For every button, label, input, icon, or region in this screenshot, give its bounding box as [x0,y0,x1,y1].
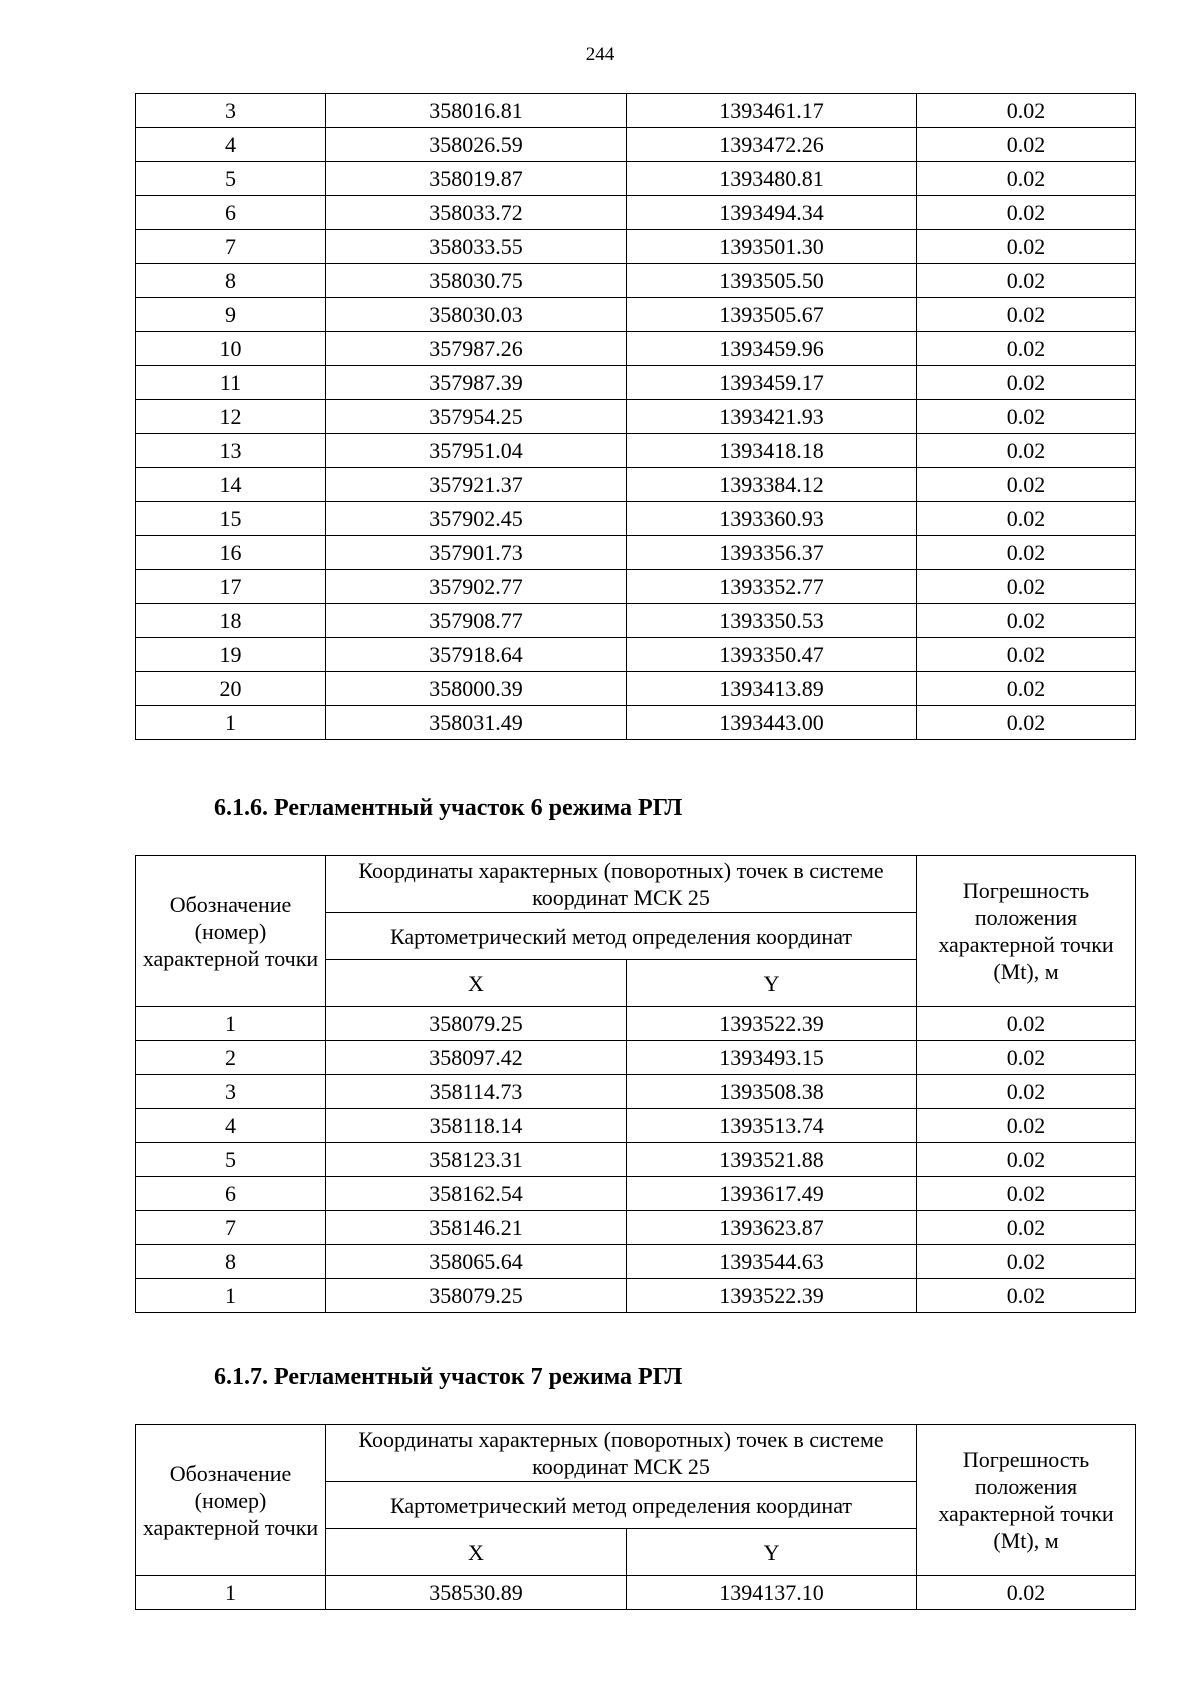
header-y-label: Y [627,1529,917,1576]
cell-x-coordinate: 358026.59 [326,128,627,162]
header-method-label: Картометрический метод определения координат [326,1482,917,1529]
table-row [136,94,1136,128]
cell-y-coordinate: 1393521.88 [627,1143,917,1177]
cell-y-coordinate: 1393413.89 [627,672,917,706]
cell-error-value: 0.02 [917,94,1136,128]
cell-x-coordinate: 358123.31 [326,1143,627,1177]
cell-x-coordinate: 358146.21 [326,1211,627,1245]
cell-y-coordinate: 1393617.49 [627,1177,917,1211]
cell-point-number: 19 [136,638,326,672]
cell-error-value: 0.02 [917,638,1136,672]
cell-point-number: 3 [136,94,326,128]
table-row [136,1245,1136,1279]
cell-x-coordinate: 358079.25 [326,1279,627,1313]
cell-point-number: 15 [136,502,326,536]
table2-body [136,1007,1136,1313]
cell-y-coordinate: 1393350.47 [627,638,917,672]
table-row [136,264,1136,298]
header-point-label: Обозначение (номер) характерной точки [136,1425,326,1576]
cell-y-coordinate: 1393418.18 [627,434,917,468]
cell-error-value: 0.02 [917,1041,1136,1075]
cell-y-coordinate: 1393443.00 [627,706,917,740]
cell-point-number: 5 [136,162,326,196]
cell-error-value: 0.02 [917,434,1136,468]
cell-x-coordinate: 357954.25 [326,400,627,434]
header-coords-label: Координаты характерных (поворотных) точек в системе координат МСК 25 [326,856,917,913]
cell-y-coordinate: 1393384.12 [627,468,917,502]
header-x-label: X [326,960,627,1007]
cell-error-value: 0.02 [917,1143,1136,1177]
cell-error-value: 0.02 [917,1007,1136,1041]
cell-y-coordinate: 1393459.96 [627,332,917,366]
table-row [136,468,1136,502]
cell-error-value: 0.02 [917,706,1136,740]
table-row [136,570,1136,604]
cell-point-number: 8 [136,1245,326,1279]
table-row [136,298,1136,332]
cell-x-coordinate: 358530.89 [326,1576,627,1610]
cell-point-number: 11 [136,366,326,400]
table-row [136,128,1136,162]
cell-error-value: 0.02 [917,468,1136,502]
header-y-label: Y [627,960,917,1007]
table3-body [136,1576,1136,1610]
table-row [136,604,1136,638]
coordinates-table-section-7 [135,1424,1136,1610]
cell-error-value: 0.02 [917,1576,1136,1610]
cell-point-number: 3 [136,1075,326,1109]
cell-point-number: 5 [136,1143,326,1177]
cell-point-number: 6 [136,196,326,230]
cell-error-value: 0.02 [917,298,1136,332]
coordinates-table-section-6 [135,855,1136,1313]
cell-x-coordinate: 358030.03 [326,298,627,332]
cell-y-coordinate: 1393522.39 [627,1007,917,1041]
table-row [136,638,1136,672]
section-heading-6-1-7: 6.1.7. Регламентный участок 7 режима РГЛ [214,1364,683,1390]
cell-x-coordinate: 357908.77 [326,604,627,638]
cell-y-coordinate: 1393356.37 [627,536,917,570]
header-method-label: Картометрический метод определения координат [326,913,917,960]
cell-point-number: 6 [136,1177,326,1211]
header-error-label: Погрешность положения характерной точки (Mt), м [917,1425,1136,1576]
cell-error-value: 0.02 [917,672,1136,706]
cell-error-value: 0.02 [917,502,1136,536]
cell-point-number: 7 [136,230,326,264]
cell-error-value: 0.02 [917,604,1136,638]
table-row [136,162,1136,196]
cell-point-number: 14 [136,468,326,502]
cell-point-number: 20 [136,672,326,706]
cell-y-coordinate: 1393494.34 [627,196,917,230]
cell-y-coordinate: 1393352.77 [627,570,917,604]
table-row [136,672,1136,706]
cell-y-coordinate: 1393360.93 [627,502,917,536]
cell-point-number: 8 [136,264,326,298]
header-coords-label: Координаты характерных (поворотных) точек в системе координат МСК 25 [326,1425,917,1482]
page-number: 244 [585,44,615,65]
cell-error-value: 0.02 [917,366,1136,400]
cell-error-value: 0.02 [917,570,1136,604]
cell-x-coordinate: 358000.39 [326,672,627,706]
cell-point-number: 18 [136,604,326,638]
cell-y-coordinate: 1393421.93 [627,400,917,434]
cell-x-coordinate: 358162.54 [326,1177,627,1211]
cell-x-coordinate: 357902.77 [326,570,627,604]
table-row [136,1279,1136,1313]
coordinates-table-continued [135,93,1136,740]
cell-x-coordinate: 357902.45 [326,502,627,536]
cell-x-coordinate: 358033.72 [326,196,627,230]
table-row [136,1007,1136,1041]
cell-error-value: 0.02 [917,162,1136,196]
cell-point-number: 1 [136,1279,326,1313]
cell-x-coordinate: 358097.42 [326,1041,627,1075]
cell-point-number: 1 [136,1007,326,1041]
table-row [136,536,1136,570]
cell-point-number: 4 [136,1109,326,1143]
cell-x-coordinate: 357921.37 [326,468,627,502]
cell-x-coordinate: 358031.49 [326,706,627,740]
table-row [136,1143,1136,1177]
cell-point-number: 1 [136,706,326,740]
table-row [136,400,1136,434]
cell-point-number: 2 [136,1041,326,1075]
cell-y-coordinate: 1393472.26 [627,128,917,162]
table-row [136,1211,1136,1245]
cell-y-coordinate: 1393493.15 [627,1041,917,1075]
cell-x-coordinate: 357951.04 [326,434,627,468]
cell-x-coordinate: 358019.87 [326,162,627,196]
cell-error-value: 0.02 [917,128,1136,162]
table-row [136,1041,1136,1075]
header-point-label: Обозначение (номер) характерной точки [136,856,326,1007]
cell-x-coordinate: 358114.73 [326,1075,627,1109]
cell-error-value: 0.02 [917,1211,1136,1245]
cell-y-coordinate: 1393459.17 [627,366,917,400]
cell-y-coordinate: 1393623.87 [627,1211,917,1245]
cell-x-coordinate: 358030.75 [326,264,627,298]
cell-point-number: 12 [136,400,326,434]
cell-error-value: 0.02 [917,230,1136,264]
cell-x-coordinate: 357987.26 [326,332,627,366]
table-row [136,1109,1136,1143]
cell-y-coordinate: 1393461.17 [627,94,917,128]
table-row [136,196,1136,230]
cell-point-number: 1 [136,1576,326,1610]
cell-y-coordinate: 1393480.81 [627,162,917,196]
cell-point-number: 16 [136,536,326,570]
cell-x-coordinate: 357918.64 [326,638,627,672]
cell-x-coordinate: 357901.73 [326,536,627,570]
cell-error-value: 0.02 [917,1075,1136,1109]
cell-error-value: 0.02 [917,332,1136,366]
header-x-label: X [326,1529,627,1576]
cell-error-value: 0.02 [917,196,1136,230]
cell-y-coordinate: 1393544.63 [627,1245,917,1279]
table-row [136,434,1136,468]
table-row [136,332,1136,366]
cell-error-value: 0.02 [917,1245,1136,1279]
table-row [136,230,1136,264]
cell-x-coordinate: 358033.55 [326,230,627,264]
cell-point-number: 10 [136,332,326,366]
cell-error-value: 0.02 [917,536,1136,570]
cell-point-number: 9 [136,298,326,332]
cell-point-number: 17 [136,570,326,604]
cell-error-value: 0.02 [917,400,1136,434]
cell-x-coordinate: 358118.14 [326,1109,627,1143]
cell-y-coordinate: 1393505.50 [627,264,917,298]
table1-body [136,94,1136,740]
cell-x-coordinate: 358016.81 [326,94,627,128]
cell-x-coordinate: 357987.39 [326,366,627,400]
cell-y-coordinate: 1393508.38 [627,1075,917,1109]
cell-y-coordinate: 1393501.30 [627,230,917,264]
table-row [136,706,1136,740]
header-error-label: Погрешность положения характерной точки (Mt), м [917,856,1136,1007]
table-row [136,366,1136,400]
section-heading-6-1-6: 6.1.6. Регламентный участок 6 режима РГЛ [214,795,683,821]
cell-y-coordinate: 1394137.10 [627,1576,917,1610]
cell-error-value: 0.02 [917,264,1136,298]
cell-y-coordinate: 1393513.74 [627,1109,917,1143]
cell-error-value: 0.02 [917,1109,1136,1143]
cell-y-coordinate: 1393522.39 [627,1279,917,1313]
cell-x-coordinate: 358079.25 [326,1007,627,1041]
cell-error-value: 0.02 [917,1279,1136,1313]
table-row [136,1576,1136,1610]
cell-y-coordinate: 1393350.53 [627,604,917,638]
cell-point-number: 4 [136,128,326,162]
table-row [136,502,1136,536]
cell-point-number: 7 [136,1211,326,1245]
table-row [136,1177,1136,1211]
cell-point-number: 13 [136,434,326,468]
cell-x-coordinate: 358065.64 [326,1245,627,1279]
cell-error-value: 0.02 [917,1177,1136,1211]
table-row [136,1075,1136,1109]
cell-y-coordinate: 1393505.67 [627,298,917,332]
